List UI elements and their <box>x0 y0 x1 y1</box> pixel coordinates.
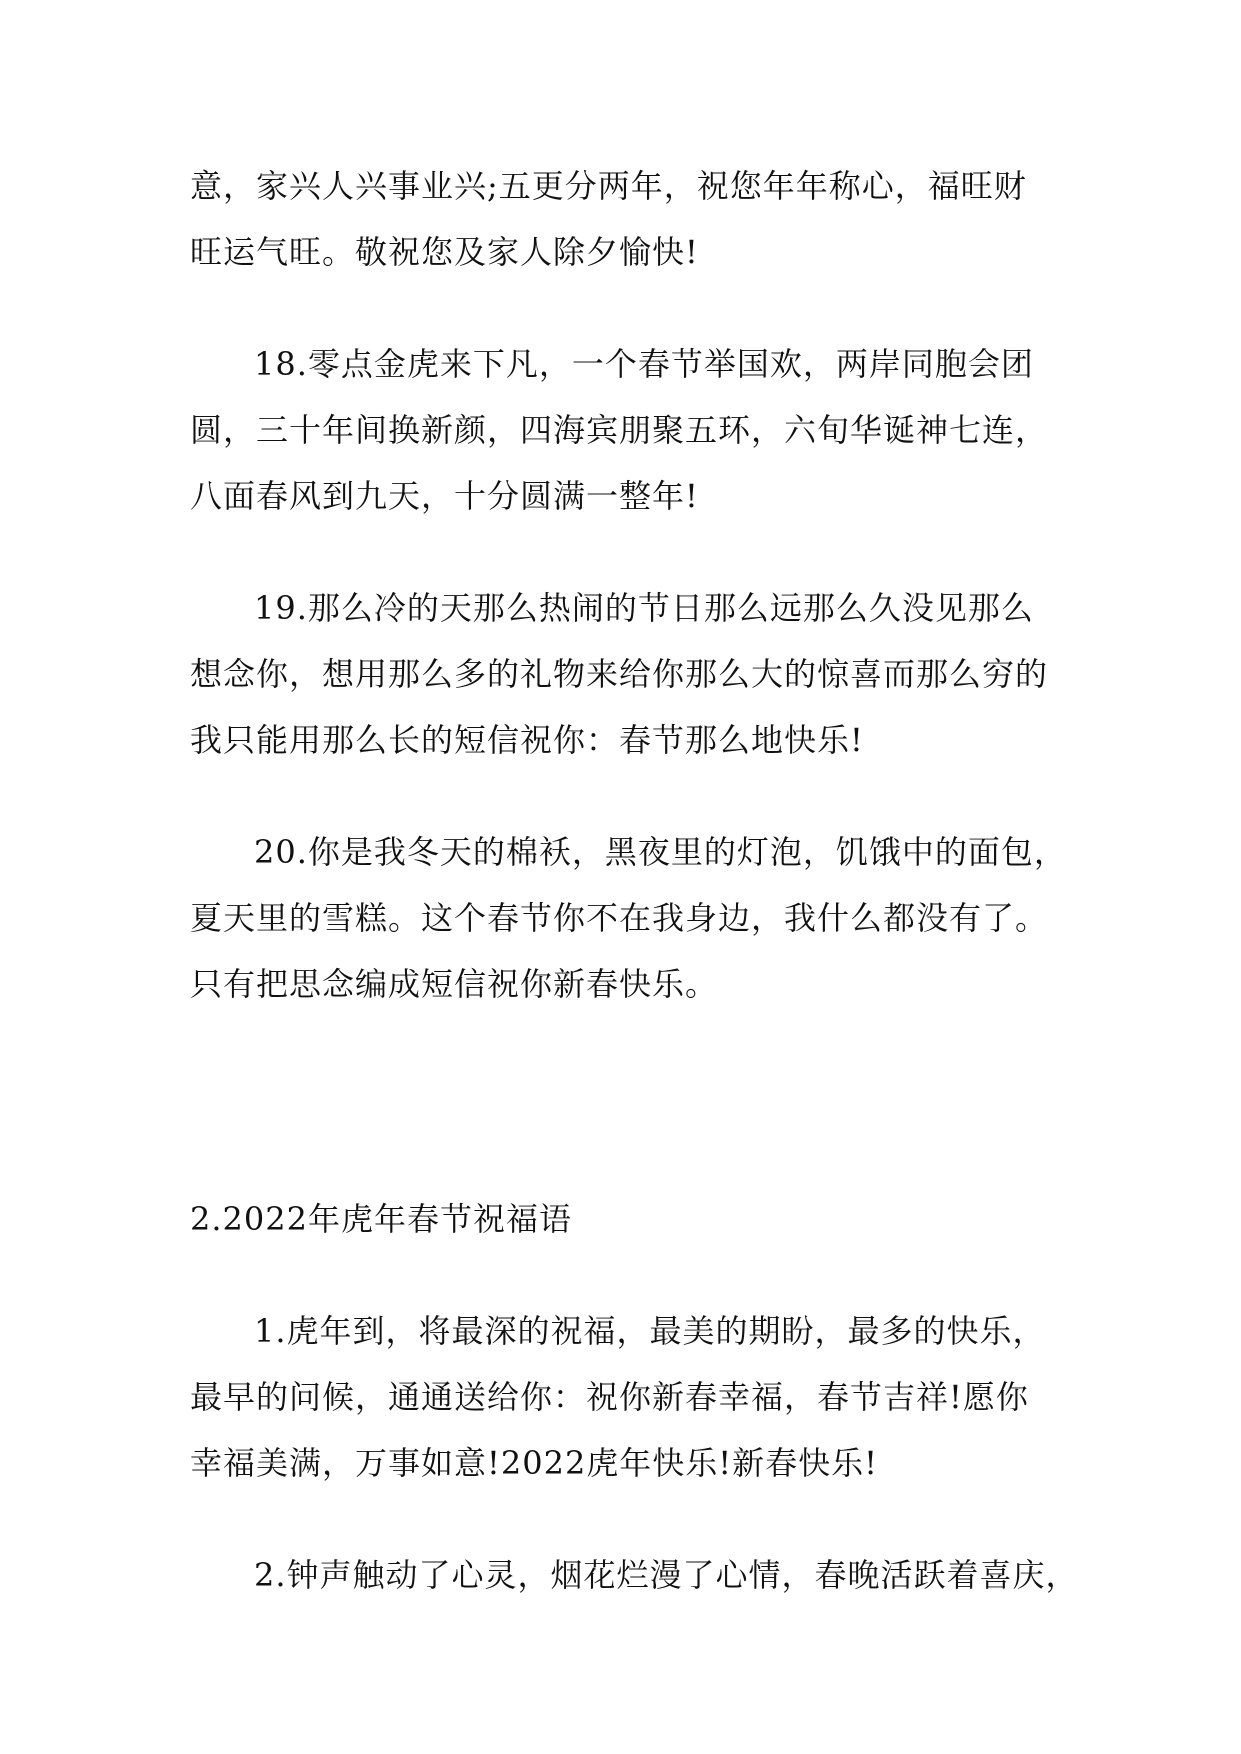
paragraph-line: 意，家兴人兴事业兴;五更分两年，祝您年年称心，福旺财 <box>190 167 1027 205</box>
paragraph-line: 夏天里的雪糕。这个春节你不在我身边，我什么都没有了。 <box>190 899 1049 937</box>
section-heading: 2.2022年虎年春节祝福语 <box>190 1200 572 1238</box>
paragraph-line: 旺运气旺。敬祝您及家人除夕愉快! <box>190 233 699 271</box>
paragraph-line: 幸福美满，万事如意!2022虎年快乐!新春快乐! <box>190 1444 879 1482</box>
paragraph-line: 想念你，想用那么多的礼物来给你那么大的惊喜而那么穷的 <box>190 655 1049 693</box>
paragraph-line: 最早的问候，通通送给你：祝你新春幸福，春节吉祥!愿你 <box>190 1378 1029 1416</box>
paragraph-line: 圆，三十年间换新颜，四海宾朋聚五环，六旬华诞神七连， <box>190 411 1049 449</box>
paragraph-line: 18.零点金虎来下凡，一个春节举国欢，两岸同胞会团 <box>254 345 1034 383</box>
paragraph-line: 只有把思念编成短信祝你新春快乐。 <box>190 965 719 1003</box>
paragraph-line: 20.你是我冬天的棉袄，黑夜里的灯泡，饥饿中的面包， <box>254 833 1067 871</box>
paragraph-line: 1.虎年到，将最深的祝福，最美的期盼，最多的快乐， <box>254 1312 1046 1350</box>
paragraph-line: 我只能用那么长的短信祝你：春节那么地快乐! <box>190 721 864 759</box>
paragraph-line: 八面春风到九天，十分圆满一整年! <box>190 477 699 515</box>
paragraph-line: 2.钟声触动了心灵，烟花烂漫了心情，春晚活跃着喜庆， <box>254 1556 1079 1594</box>
paragraph-line: 19.那么冷的天那么热闹的节日那么远那么久没见那么 <box>254 589 1034 627</box>
